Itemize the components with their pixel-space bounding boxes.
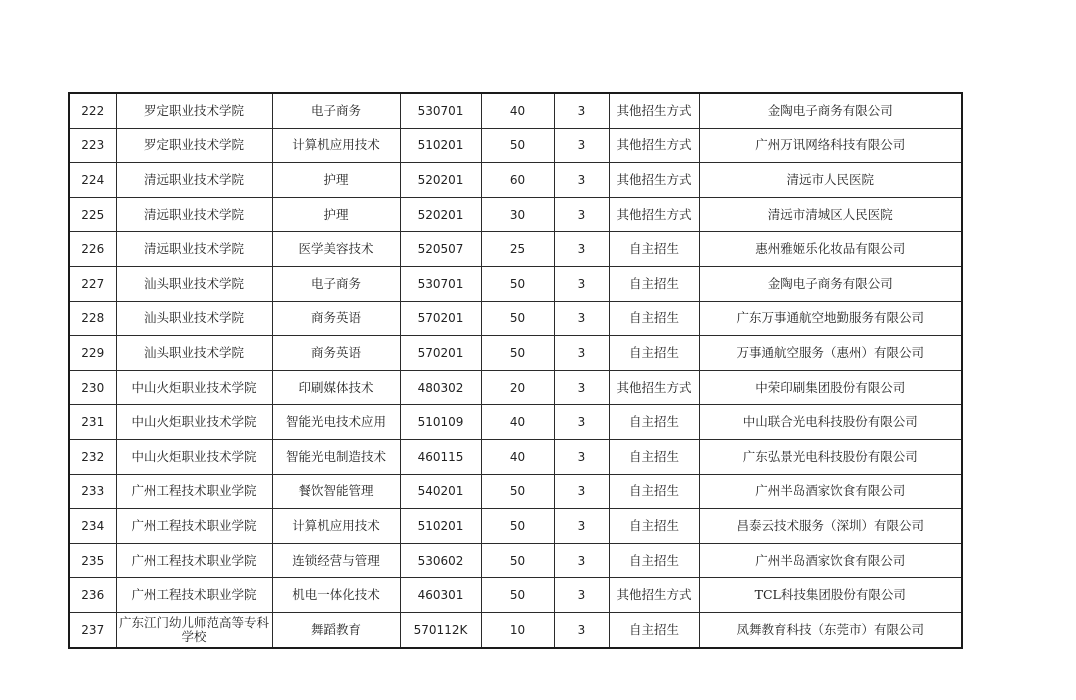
quota-cell: 40 <box>481 405 554 440</box>
table-row <box>69 197 962 232</box>
quota-cell: 50 <box>481 474 554 509</box>
quota-cell: 40 <box>481 93 554 128</box>
major-code-cell: 530701 <box>400 93 481 128</box>
school-cell: 中山火炬职业技术学院 <box>116 405 272 440</box>
row-number-cell: 224 <box>69 163 116 198</box>
admission-method-cell: 自主招生 <box>609 301 699 336</box>
major-cell: 计算机应用技术 <box>272 128 400 163</box>
row-number-cell: 226 <box>69 232 116 267</box>
school-cell: 广东江门幼儿师范高等专科学校 <box>116 612 272 647</box>
partner-company-cell: 金陶电子商务有限公司 <box>699 93 962 128</box>
major-code-cell: 510201 <box>400 509 481 544</box>
major-cell: 医学美容技术 <box>272 232 400 267</box>
school-cell: 中山火炬职业技术学院 <box>116 439 272 474</box>
table-row <box>69 163 962 198</box>
major-code-cell: 460301 <box>400 578 481 613</box>
row-number-cell: 223 <box>69 128 116 163</box>
enrollment-table-page <box>68 92 963 649</box>
duration-cell: 3 <box>554 543 609 578</box>
admission-method-cell: 其他招生方式 <box>609 163 699 198</box>
partner-company-cell: 惠州雅姬乐化妆品有限公司 <box>699 232 962 267</box>
duration-cell: 3 <box>554 578 609 613</box>
duration-cell: 3 <box>554 405 609 440</box>
major-cell: 印刷媒体技术 <box>272 370 400 405</box>
table-row <box>69 474 962 509</box>
partner-company-cell: 广州万讯网络科技有限公司 <box>699 128 962 163</box>
partner-company-cell: 清远市人民医院 <box>699 163 962 198</box>
partner-company-cell: 金陶电子商务有限公司 <box>699 266 962 301</box>
row-number-cell: 225 <box>69 197 116 232</box>
major-cell: 电子商务 <box>272 93 400 128</box>
row-number-cell: 237 <box>69 612 116 647</box>
school-cell: 汕头职业技术学院 <box>116 301 272 336</box>
school-cell: 清远职业技术学院 <box>116 197 272 232</box>
quota-cell: 50 <box>481 509 554 544</box>
table-row <box>69 543 962 578</box>
duration-cell: 3 <box>554 163 609 198</box>
quota-cell: 50 <box>481 543 554 578</box>
major-cell: 餐饮智能管理 <box>272 474 400 509</box>
major-code-cell: 520201 <box>400 163 481 198</box>
duration-cell: 3 <box>554 197 609 232</box>
admission-method-cell: 其他招生方式 <box>609 370 699 405</box>
quota-cell: 25 <box>481 232 554 267</box>
quota-cell: 60 <box>481 163 554 198</box>
table-body <box>69 93 962 648</box>
school-cell: 罗定职业技术学院 <box>116 93 272 128</box>
partner-company-cell: 中山联合光电科技股份有限公司 <box>699 405 962 440</box>
major-cell: 舞蹈教育 <box>272 612 400 647</box>
row-number-cell: 229 <box>69 336 116 371</box>
table-row <box>69 612 962 647</box>
row-number-cell: 234 <box>69 509 116 544</box>
major-cell: 智能光电制造技术 <box>272 439 400 474</box>
duration-cell: 3 <box>554 336 609 371</box>
partner-company-cell: 凤舞教育科技（东莞市）有限公司 <box>699 612 962 647</box>
school-cell: 清远职业技术学院 <box>116 232 272 267</box>
duration-cell: 3 <box>554 474 609 509</box>
admission-method-cell: 自主招生 <box>609 405 699 440</box>
duration-cell: 3 <box>554 266 609 301</box>
partner-company-cell: 广州半岛酒家饮食有限公司 <box>699 474 962 509</box>
duration-cell: 3 <box>554 93 609 128</box>
table-row <box>69 336 962 371</box>
table-row <box>69 578 962 613</box>
quota-cell: 20 <box>481 370 554 405</box>
table-row <box>69 370 962 405</box>
school-cell: 广州工程技术职业学院 <box>116 543 272 578</box>
admission-method-cell: 自主招生 <box>609 543 699 578</box>
major-cell: 电子商务 <box>272 266 400 301</box>
row-number-cell: 228 <box>69 301 116 336</box>
partner-company-cell: 广东万事通航空地勤服务有限公司 <box>699 301 962 336</box>
major-code-cell: 510201 <box>400 128 481 163</box>
quota-cell: 50 <box>481 336 554 371</box>
enrollment-table <box>68 92 963 649</box>
major-code-cell: 480302 <box>400 370 481 405</box>
duration-cell: 3 <box>554 232 609 267</box>
admission-method-cell: 自主招生 <box>609 474 699 509</box>
major-cell: 智能光电技术应用 <box>272 405 400 440</box>
partner-company-cell: 清远市清城区人民医院 <box>699 197 962 232</box>
major-code-cell: 570201 <box>400 336 481 371</box>
partner-company-cell: 中荣印刷集团股份有限公司 <box>699 370 962 405</box>
table-row <box>69 439 962 474</box>
table-row <box>69 301 962 336</box>
row-number-cell: 233 <box>69 474 116 509</box>
duration-cell: 3 <box>554 128 609 163</box>
major-cell: 机电一体化技术 <box>272 578 400 613</box>
quota-cell: 50 <box>481 128 554 163</box>
partner-company-cell: 万事通航空服务（惠州）有限公司 <box>699 336 962 371</box>
admission-method-cell: 其他招生方式 <box>609 197 699 232</box>
duration-cell: 3 <box>554 301 609 336</box>
admission-method-cell: 自主招生 <box>609 266 699 301</box>
admission-method-cell: 自主招生 <box>609 232 699 267</box>
school-cell: 广州工程技术职业学院 <box>116 578 272 613</box>
quota-cell: 10 <box>481 612 554 647</box>
major-code-cell: 520507 <box>400 232 481 267</box>
major-cell: 护理 <box>272 163 400 198</box>
major-code-cell: 510109 <box>400 405 481 440</box>
major-cell: 连锁经营与管理 <box>272 543 400 578</box>
quota-cell: 40 <box>481 439 554 474</box>
admission-method-cell: 其他招生方式 <box>609 93 699 128</box>
partner-company-cell: 广州半岛酒家饮食有限公司 <box>699 543 962 578</box>
partner-company-cell: TCL科技集团股份有限公司 <box>699 578 962 613</box>
duration-cell: 3 <box>554 612 609 647</box>
admission-method-cell: 自主招生 <box>609 509 699 544</box>
major-code-cell: 520201 <box>400 197 481 232</box>
school-cell: 清远职业技术学院 <box>116 163 272 198</box>
school-cell: 汕头职业技术学院 <box>116 266 272 301</box>
major-code-cell: 570201 <box>400 301 481 336</box>
admission-method-cell: 其他招生方式 <box>609 128 699 163</box>
admission-method-cell: 自主招生 <box>609 612 699 647</box>
table-row <box>69 405 962 440</box>
row-number-cell: 231 <box>69 405 116 440</box>
quota-cell: 50 <box>481 301 554 336</box>
row-number-cell: 227 <box>69 266 116 301</box>
quota-cell: 50 <box>481 578 554 613</box>
major-cell: 商务英语 <box>272 301 400 336</box>
major-cell: 计算机应用技术 <box>272 509 400 544</box>
partner-company-cell: 昌泰云技术服务（深圳）有限公司 <box>699 509 962 544</box>
row-number-cell: 222 <box>69 93 116 128</box>
school-cell: 罗定职业技术学院 <box>116 128 272 163</box>
table-row <box>69 93 962 128</box>
major-code-cell: 530701 <box>400 266 481 301</box>
table-row <box>69 128 962 163</box>
duration-cell: 3 <box>554 370 609 405</box>
partner-company-cell: 广东弘景光电科技股份有限公司 <box>699 439 962 474</box>
admission-method-cell: 自主招生 <box>609 336 699 371</box>
table-row <box>69 266 962 301</box>
school-cell: 中山火炬职业技术学院 <box>116 370 272 405</box>
admission-method-cell: 自主招生 <box>609 439 699 474</box>
major-cell: 商务英语 <box>272 336 400 371</box>
table-row <box>69 232 962 267</box>
quota-cell: 50 <box>481 266 554 301</box>
major-code-cell: 570112K <box>400 612 481 647</box>
admission-method-cell: 其他招生方式 <box>609 578 699 613</box>
table-row <box>69 509 962 544</box>
school-cell: 广州工程技术职业学院 <box>116 509 272 544</box>
row-number-cell: 230 <box>69 370 116 405</box>
school-cell: 汕头职业技术学院 <box>116 336 272 371</box>
major-code-cell: 530602 <box>400 543 481 578</box>
major-code-cell: 460115 <box>400 439 481 474</box>
school-cell: 广州工程技术职业学院 <box>116 474 272 509</box>
row-number-cell: 236 <box>69 578 116 613</box>
quota-cell: 30 <box>481 197 554 232</box>
major-code-cell: 540201 <box>400 474 481 509</box>
duration-cell: 3 <box>554 439 609 474</box>
major-cell: 护理 <box>272 197 400 232</box>
row-number-cell: 235 <box>69 543 116 578</box>
row-number-cell: 232 <box>69 439 116 474</box>
duration-cell: 3 <box>554 509 609 544</box>
